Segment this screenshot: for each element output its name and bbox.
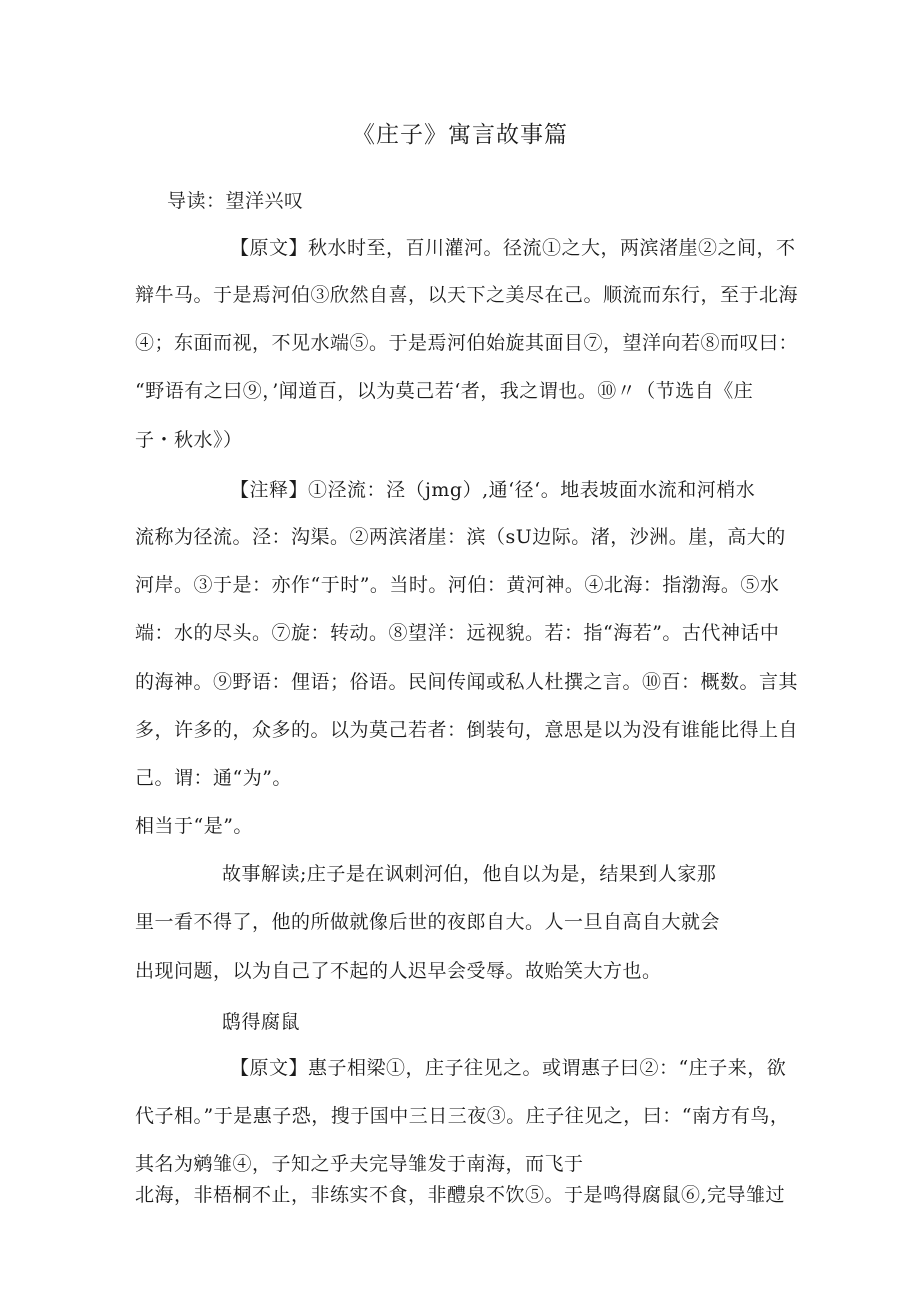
story2-original-line: 代子相。”于是惠子恐，搜于国中三日三夜③。庄子往见之，曰：“南方有鸟， [135,1105,790,1127]
story1-notes-line: 己。谓：通“为”。 [135,767,292,789]
story2-original-line: 北海，非梧桐不止，非练实不食，非醴泉不饮⑤。于是鸣得腐鼠⑥,完导雏过 [135,1184,786,1206]
story2-original-line: 其名为鹓雏④，子知之乎夫完导雏发于南海，而飞于 [135,1153,584,1175]
story1-original-line: “野语有之曰⑨，’闻道百，以为莫己若‘者，我之谓也。⑩〃（节选自《庄 [135,380,754,402]
story1-original-line: ④；东面而视，不见水端⑤。于是焉河伯始旋其面目⑦，望洋向若⑧而叹曰： [135,332,799,354]
story1-notes-line: 河岸。③于是：亦作“于时”。当时。河伯：黄河神。④北海：指渤海。⑤水 [135,574,780,596]
story1-notes-line: 相当于“是”。 [135,815,253,837]
story1-interpretation-line: 出现问题，以为自己了不起的人迟早会受辱。故贻笑大方也。 [135,960,662,982]
story1-notes-line: 【注释】①泾流：泾（jmg）,通‘径‘。地表坡面水流和河梢水 [230,479,756,501]
story1-interpretation-line: 故事解读;庄子是在讽刺河伯，他自以为是，结果到人家那 [222,863,717,885]
story1-original-line: 辩牛马。于是焉河伯③欣然自喜，以天下之美尽在己。顺流而东行，至于北海 [135,284,799,306]
lead-line: 导读：望洋兴叹 [167,190,304,212]
story1-notes-line: 多，许多的，众多的。以为莫己若者：倒装句，意思是以为没有谁能比得上自 [135,719,799,741]
story1-notes-line: 流称为径流。泾：沟渠。②两滨渚崖：滨（sU边际。渚，沙洲。崖，高大的 [135,526,786,548]
story2-heading: 鸱得腐鼠 [222,1011,301,1033]
story1-original-line: 子・秋水》） [135,429,243,451]
story2-original-line: 【原文】惠子相梁①，庄子往见之。或谓惠子曰②：“庄子来，欲 [230,1057,787,1079]
story1-notes-line: 的海神。⑨野语：俚语；俗语。民间传闻或私人杜撰之言。⑩百：概数。言其 [135,671,799,693]
story1-notes-line: 端：水的尽头。⑦旋：转动。⑧望洋：远视貌。若：指“海若”。古代神话中 [135,622,780,644]
story1-interpretation-line: 里一看不得了，他的所做就像后世的夜郎自大。人一旦自高自大就会 [135,911,721,933]
story1-original-line: 【原文】秋水时至，百川灌河。径流①之大，两滨渚崖②之间，不 [230,237,796,259]
page-title: 《庄子》寓言故事篇 [352,122,568,148]
